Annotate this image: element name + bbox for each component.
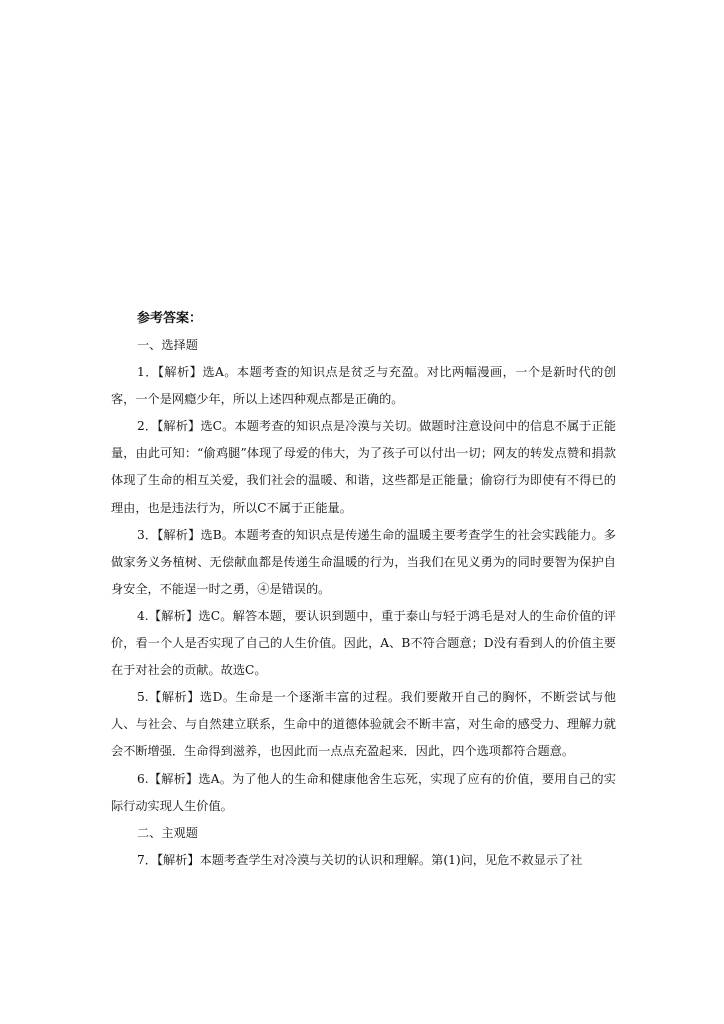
answer-paragraph: 1．【解析】选A。本题考查的知识点是贫乏与充盈。对比两幅漫画，一个是新时代的创客，一个是网瘾少年，所以上述四种观点都是正确的。 (111, 365, 616, 407)
answer-paragraph: 4.【解析】选C。解答本题，要认识到题中，重于泰山与轻于鸿毛是对人的生命价值的评价，看一个人是否实现了自己的人生价值。因此，A、B不符合题意；D没有看到人的价值主要在于对社会的贡献。故选C。 (111, 608, 616, 678)
section-heading-subjective: 二、主观题 (137, 825, 198, 840)
answer-paragraph: 6.【解析】选A。为了他人的生命和健康他舍生忘死，实现了应有的价值，要用自己的实际行动实现人生价值。 (111, 771, 616, 813)
answers-heading: 参考答案： (137, 311, 203, 326)
answer-paragraph: 2．【解析】选C。本题考查的知识点是冷漠与关切。做题时注意设问中的信息不属于正能量，由此可知：“偷鸡腿”体现了母爱的伟大，为了孩子可以付出一切；网友的转发点赞和捐款体现了生命的相互关爱，我们社会的温暖、和谐，这些都是正能量；偷窃行为即使有不得已的理由，也是违法行为，所以C不属于正能量。 (111, 419, 616, 515)
answer-paragraph: 5.【解析】选D。生命是一个逐渐丰富的过程。我们要敞开自己的胸怀，不断尝试与他人、与社会、与自然建立联系，生命中的道德体验就会不断丰富，对生命的感受力、理解力就会不断增强．生命得到滋养，也因此而一点点充盈起来．因此，四个选项都符合题意。 (111, 690, 616, 759)
answer-section (111, 305, 616, 874)
answer-paragraph: 3．【解析】选B。本题考查的知识点是传递生命的温暖主要考查学生的社会实践能力。多做家务义务植树、无偿献血都是传递生命温暖的行为，当我们在见义勇为的同时要智为保护自身安全，不能逞一时之勇，④是错误的。 (111, 527, 616, 596)
answer-paragraph: 7．【解析】本题考查学生对冷漠与关切的认识和理解。第(1)问，见危不救显示了社 (137, 852, 583, 867)
section-heading-choice: 一、选择题 (137, 338, 198, 352)
